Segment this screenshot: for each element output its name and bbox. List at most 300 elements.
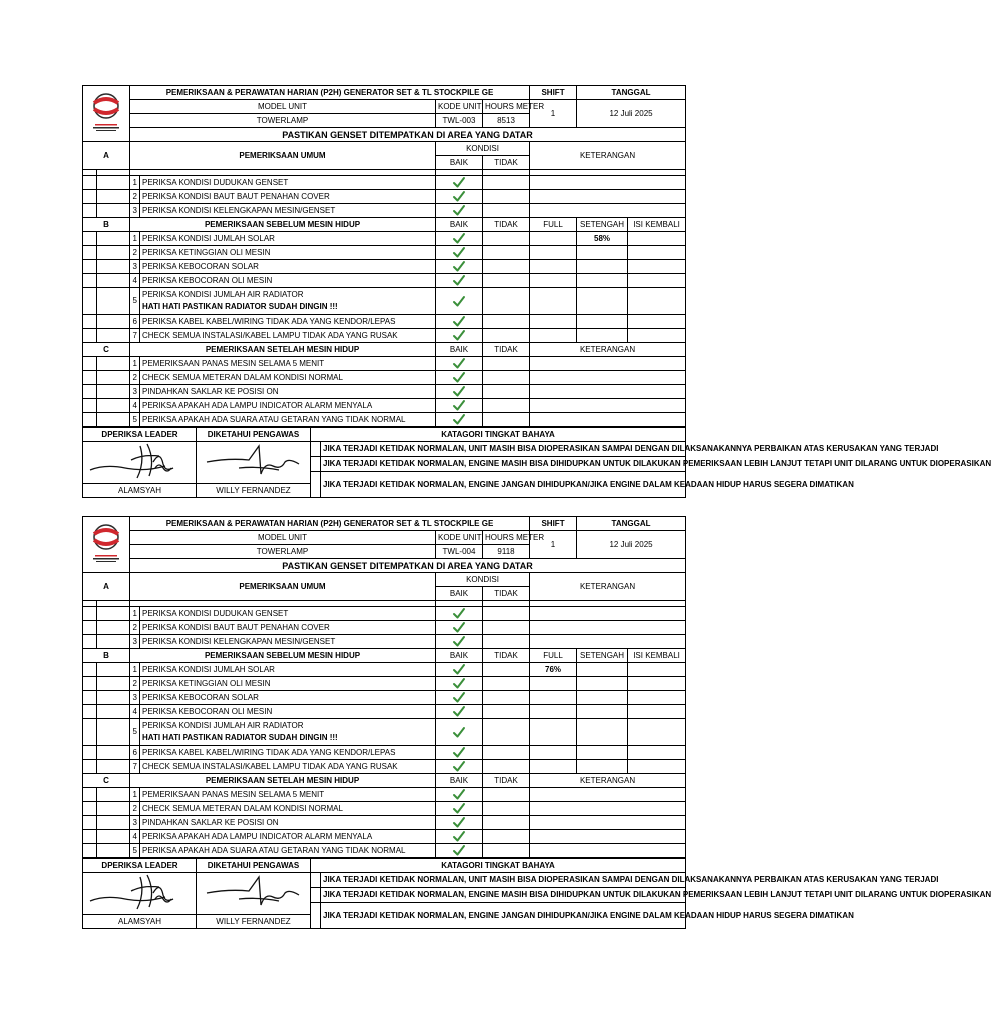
item-text: PERIKSA KONDISI KELENGKAPAN MESIN/GENSET (140, 635, 436, 649)
item-text: PERIKSA APAKAH ADA SUARA ATAU GETARAN YANG TIDAK NORMAL (140, 844, 436, 858)
item-text (140, 315, 436, 329)
check-mark-icon (453, 275, 465, 286)
tidak-cell[interactable] (483, 399, 530, 413)
check-mark-icon (453, 803, 465, 814)
tidak-cell[interactable] (483, 788, 530, 802)
tidak-cell[interactable] (483, 288, 530, 315)
item-text: PINDAHKAN SAKLAR KE POSISI ON (140, 385, 436, 399)
baik-cell[interactable] (436, 788, 483, 802)
isi-kembali-cell[interactable] (628, 677, 686, 691)
full-cell[interactable] (530, 677, 577, 691)
item-text (140, 691, 436, 705)
checklist-row (83, 190, 686, 204)
full-cell[interactable] (530, 691, 577, 705)
check-mark-icon (453, 400, 465, 411)
baik-cell[interactable] (436, 746, 483, 760)
hours-meter-value: 9118 (483, 545, 530, 559)
baik-cell[interactable] (436, 246, 483, 260)
tidak-cell[interactable] (483, 371, 530, 385)
setengah-cell[interactable] (577, 288, 628, 315)
checklist-row (83, 635, 686, 649)
item-warning: HATI HATI PASTIKAN RADIATOR SUDAH DINGIN !!! (142, 302, 338, 311)
item-text: PERIKSA KONDISI BAUT BAUT PENAHAN COVER (140, 621, 436, 635)
baik-cell[interactable] (436, 274, 483, 288)
hours-meter-label: HOURS METER (483, 100, 530, 114)
item-number: 5 (130, 719, 140, 746)
isi-kembali-cell[interactable] (628, 246, 686, 260)
item-text (140, 260, 436, 274)
keterangan-cell[interactable] (530, 607, 686, 621)
tidak-cell[interactable] (483, 719, 530, 746)
baik-cell[interactable] (436, 371, 483, 385)
keterangan-cell[interactable] (530, 385, 686, 399)
item-number: 1 (130, 357, 140, 371)
tidak-cell[interactable] (483, 663, 530, 677)
tidak-cell[interactable] (483, 357, 530, 371)
check-mark-icon (453, 372, 465, 383)
item-number: 2 (130, 371, 140, 385)
tidak-cell[interactable] (483, 802, 530, 816)
item-number: 3 (130, 385, 140, 399)
item-number: 3 (130, 204, 140, 218)
checklist-row (83, 719, 686, 746)
checklist-row (83, 746, 686, 760)
checklist-row (83, 413, 686, 427)
baik-cell[interactable] (436, 844, 483, 858)
full-cell[interactable] (530, 246, 577, 260)
setengah-cell[interactable] (577, 274, 628, 288)
check-mark-icon (453, 664, 465, 675)
keterangan-cell[interactable] (530, 204, 686, 218)
check-mark-icon (453, 261, 465, 272)
item-text: PERIKSA KONDISI BAUT BAUT PENAHAN COVER (140, 190, 436, 204)
checklist-row (83, 204, 686, 218)
check-mark-icon (453, 177, 465, 188)
check-mark-icon (453, 845, 465, 856)
item-text (140, 705, 436, 719)
kondisi-label: KONDISI (436, 573, 530, 587)
isi-kembali-cell[interactable] (628, 260, 686, 274)
hours-meter-label: HOURS METER (483, 531, 530, 545)
full-cell[interactable] (530, 719, 577, 746)
company-logo-icon (87, 522, 125, 564)
baik-cell[interactable] (436, 288, 483, 315)
baik-cell[interactable] (436, 260, 483, 274)
checklist-row (83, 357, 686, 371)
tidak-cell[interactable] (483, 274, 530, 288)
tanggal-label: TANGGAL (577, 517, 686, 531)
item-label: PERIKSA KEBOCORAN SOLAR (142, 692, 259, 702)
full-cell[interactable] (530, 232, 577, 246)
item-number: 1 (130, 788, 140, 802)
footer-table (82, 427, 991, 498)
full-cell[interactable] (530, 274, 577, 288)
baik-cell[interactable] (436, 176, 483, 190)
check-mark-icon (453, 608, 465, 619)
form-title: PEMERIKSAAN & PERAWATAN HARIAN (P2H) GENERATOR SET & TL STOCKPILE GE (130, 517, 530, 531)
checklist-row (83, 385, 686, 399)
baik-cell[interactable] (436, 315, 483, 329)
section-b-letter: B (83, 649, 130, 663)
baik-cell[interactable] (436, 816, 483, 830)
baik-cell[interactable] (436, 607, 483, 621)
item-number: 2 (130, 677, 140, 691)
bahaya-level-2: JIKA TERJADI KETIDAK NORMALAN, ENGINE MASIH BISA DIHIDUPKAN UNTUK DILAKUKAN PEMERIKSAAN LEBIH LANJUT TETAPI UNIT DILARANG UNTUK DIOPERASIKAN (321, 457, 686, 472)
baik-cell[interactable] (436, 802, 483, 816)
isi-kembali-cell[interactable] (628, 329, 686, 343)
keterangan-cell[interactable] (530, 635, 686, 649)
tidak-cell[interactable] (483, 746, 530, 760)
full-cell[interactable] (530, 288, 577, 315)
isi-kembali-cell[interactable] (628, 315, 686, 329)
leader-signature (83, 442, 197, 484)
section-c-title: PEMERIKSAAN SETELAH MESIN HIDUP (130, 774, 436, 788)
check-mark-icon (453, 247, 465, 258)
check-mark-icon (453, 386, 465, 397)
keterangan-label: KETERANGAN (530, 573, 686, 601)
item-text: PERIKSA APAKAH ADA LAMPU INDICATOR ALARM MENYALA (140, 830, 436, 844)
checklist-row (83, 788, 686, 802)
full-cell[interactable] (530, 760, 577, 774)
item-label: PERIKSA KETINGGIAN OLI MESIN (142, 247, 271, 257)
tidak-cell[interactable] (483, 816, 530, 830)
company-logo-icon (87, 91, 125, 133)
item-text (140, 719, 436, 746)
keterangan-label: KETERANGAN (530, 142, 686, 170)
tidak-cell[interactable] (483, 176, 530, 190)
setengah-label: SETENGAH (577, 218, 628, 232)
bahaya-level-3: JIKA TERJADI KETIDAK NORMALAN, ENGINE JANGAN DIHIDUPKAN/JIKA ENGINE DALAM KEADAAN HIDUP HARUS SEGERA DIMATIKAN (321, 472, 686, 498)
checklist-row (83, 760, 686, 774)
model-unit-label: MODEL UNIT (130, 531, 436, 545)
check-mark-icon (453, 296, 465, 307)
baik-cell[interactable] (436, 385, 483, 399)
section-c-title: PEMERIKSAAN SETELAH MESIN HIDUP (130, 343, 436, 357)
keterangan-cell[interactable] (530, 176, 686, 190)
item-text: PEMERIKSAAN PANAS MESIN SELAMA 5 MENIT (140, 788, 436, 802)
setengah-cell[interactable] (577, 746, 628, 760)
setengah-cell[interactable] (577, 705, 628, 719)
leader-label: DPERIKSA LEADER (83, 428, 197, 442)
shift-label: SHIFT (530, 86, 577, 100)
setengah-cell[interactable] (577, 260, 628, 274)
item-label: CHECK SEMUA INSTALASI/KABEL LAMPU TIDAK ADA YANG RUSAK (142, 761, 398, 771)
bahaya-level-1: JIKA TERJADI KETIDAK NORMALAN, UNIT MASIH BISA DIOPERASIKAN SAMPAI DENGAN DILAKSANAKANNYA PERBAIKAN ATAS KERUSAKAN YANG TERJADI (321, 442, 686, 457)
tidak-cell[interactable] (483, 232, 530, 246)
tidak-cell[interactable] (483, 607, 530, 621)
baik-cell[interactable] (436, 204, 483, 218)
signature-icon (199, 442, 309, 480)
bahaya-level-2: JIKA TERJADI KETIDAK NORMALAN, ENGINE MASIH BISA DIHIDUPKAN UNTUK DILAKUKAN PEMERIKSAAN LEBIH LANJUT TETAPI UNIT DILARANG UNTUK DIOPERASIKAN (321, 888, 686, 903)
setengah-cell[interactable] (577, 329, 628, 343)
pengawas-name: WILLY FERNANDEZ (197, 915, 311, 929)
baik-cell[interactable] (436, 830, 483, 844)
tidak-label: TIDAK (483, 774, 530, 788)
keterangan-cell[interactable] (530, 844, 686, 858)
footer-table (82, 858, 991, 929)
baik-cell[interactable] (436, 705, 483, 719)
check-mark-icon (453, 692, 465, 703)
checklist-row (83, 663, 686, 677)
item-number: 5 (130, 844, 140, 858)
checklist-row (83, 260, 686, 274)
item-label: PERIKSA KONDISI JUMLAH AIR RADIATOR (142, 290, 304, 299)
check-mark-icon (453, 316, 465, 327)
tidak-cell[interactable] (483, 204, 530, 218)
item-number: 7 (130, 760, 140, 774)
full-cell[interactable] (530, 746, 577, 760)
baik-cell[interactable] (436, 413, 483, 427)
checklist-row (83, 691, 686, 705)
setengah-cell[interactable]: 58% (577, 232, 628, 246)
item-label: PERIKSA KETINGGIAN OLI MESIN (142, 678, 271, 688)
setengah-cell[interactable] (577, 719, 628, 746)
item-number: 2 (130, 190, 140, 204)
tanggal-label: TANGGAL (577, 86, 686, 100)
setengah-cell[interactable] (577, 677, 628, 691)
check-mark-icon (453, 358, 465, 369)
item-number: 2 (130, 621, 140, 635)
bahaya-label: KATAGORI TINGKAT BAHAYA (311, 428, 686, 442)
pengawas-label: DIKETAHUI PENGAWAS (197, 859, 311, 873)
tidak-label: TIDAK (483, 649, 530, 663)
baik-cell[interactable] (436, 635, 483, 649)
full-cell[interactable] (530, 329, 577, 343)
tidak-label: TIDAK (483, 343, 530, 357)
keterangan-cell[interactable] (530, 190, 686, 204)
tidak-cell[interactable] (483, 691, 530, 705)
section-a-title: PEMERIKSAAN UMUM (130, 573, 436, 601)
keterangan-cell[interactable] (530, 371, 686, 385)
isi-kembali-cell[interactable] (628, 746, 686, 760)
item-number: 2 (130, 246, 140, 260)
tidak-cell[interactable] (483, 621, 530, 635)
item-text: PERIKSA KONDISI DUDUKAN GENSET (140, 176, 436, 190)
hours-meter-value: 8513 (483, 114, 530, 128)
check-mark-icon (453, 727, 465, 738)
checklist-row (83, 329, 686, 343)
baik-cell[interactable] (436, 232, 483, 246)
check-mark-icon (453, 817, 465, 828)
baik-cell[interactable] (436, 677, 483, 691)
item-label: PERIKSA KONDISI JUMLAH AIR RADIATOR (142, 721, 304, 730)
full-cell[interactable] (530, 260, 577, 274)
checklist-row (83, 705, 686, 719)
item-text (140, 329, 436, 343)
keterangan-cell[interactable] (530, 413, 686, 427)
item-label: PERIKSA KABEL KABEL/WIRING TIDAK ADA YANG KENDOR/LEPAS (142, 316, 396, 326)
full-label: FULL (530, 649, 577, 663)
tidak-cell[interactable] (483, 385, 530, 399)
signature-icon (199, 873, 309, 911)
item-text (140, 677, 436, 691)
tidak-cell[interactable] (483, 246, 530, 260)
checklist-row (83, 802, 686, 816)
baik-label: BAIK (436, 774, 483, 788)
item-text: CHECK SEMUA METERAN DALAM KONDISI NORMAL (140, 371, 436, 385)
checklist-row (83, 816, 686, 830)
model-unit-label: MODEL UNIT (130, 100, 436, 114)
full-cell[interactable] (530, 315, 577, 329)
keterangan-cell[interactable] (530, 357, 686, 371)
item-number: 4 (130, 399, 140, 413)
section-a-letter: A (83, 573, 130, 601)
keterangan-cell[interactable] (530, 399, 686, 413)
setengah-cell[interactable] (577, 760, 628, 774)
check-mark-icon (453, 706, 465, 717)
checklist-row (83, 246, 686, 260)
leader-signature (83, 873, 197, 915)
check-mark-icon (453, 789, 465, 800)
isi-kembali-label: ISI KEMBALI (628, 649, 686, 663)
tidak-cell[interactable] (483, 844, 530, 858)
tidak-cell[interactable] (483, 315, 530, 329)
item-text (140, 746, 436, 760)
item-number: 5 (130, 413, 140, 427)
baik-cell[interactable] (436, 691, 483, 705)
signature-icon (85, 442, 197, 480)
kode-unit-value: TWL-003 (436, 114, 483, 128)
item-text (140, 232, 436, 246)
model-unit-value: TOWERLAMP (130, 114, 436, 128)
check-mark-icon (453, 330, 465, 341)
baik-cell[interactable] (436, 329, 483, 343)
kode-unit-label: KODE UNIT (436, 100, 483, 114)
p2h-table (82, 516, 686, 858)
section-a-letter: A (83, 142, 130, 170)
item-text: PERIKSA KONDISI DUDUKAN GENSET (140, 607, 436, 621)
setengah-cell[interactable] (577, 246, 628, 260)
keterangan-cell[interactable] (530, 802, 686, 816)
item-label: PERIKSA KONDISI JUMLAH SOLAR (142, 664, 275, 674)
isi-kembali-cell[interactable] (628, 288, 686, 315)
tidak-label: TIDAK (483, 156, 530, 170)
isi-kembali-cell[interactable] (628, 705, 686, 719)
tidak-cell[interactable] (483, 830, 530, 844)
baik-cell[interactable] (436, 760, 483, 774)
pengawas-name: WILLY FERNANDEZ (197, 484, 311, 498)
shift-value: 1 (530, 100, 577, 128)
item-number: 1 (130, 663, 140, 677)
item-number: 4 (130, 830, 140, 844)
form-title: PEMERIKSAAN & PERAWATAN HARIAN (P2H) GENERATOR SET & TL STOCKPILE GE (130, 86, 530, 100)
isi-kembali-cell[interactable] (628, 274, 686, 288)
item-text: PERIKSA KONDISI KELENGKAPAN MESIN/GENSET (140, 204, 436, 218)
item-number: 6 (130, 746, 140, 760)
shift-value: 1 (530, 531, 577, 559)
checklist-row (83, 288, 686, 315)
checklist-row (83, 274, 686, 288)
baik-label: BAIK (436, 343, 483, 357)
full-cell[interactable]: 76% (530, 663, 577, 677)
bahaya-label: KATAGORI TINGKAT BAHAYA (311, 859, 686, 873)
kode-unit-value: TWL-004 (436, 545, 483, 559)
banner: PASTIKAN GENSET DITEMPATKAN DI AREA YANG DATAR (130, 128, 686, 142)
tidak-cell[interactable] (483, 677, 530, 691)
kode-unit-label: KODE UNIT (436, 531, 483, 545)
keterangan-cell[interactable] (530, 830, 686, 844)
keterangan-cell[interactable] (530, 788, 686, 802)
item-number: 2 (130, 802, 140, 816)
pengawas-label: DIKETAHUI PENGAWAS (197, 428, 311, 442)
isi-kembali-cell[interactable] (628, 691, 686, 705)
item-label: CHECK SEMUA INSTALASI/KABEL LAMPU TIDAK ADA YANG RUSAK (142, 330, 398, 340)
isi-kembali-cell[interactable] (628, 232, 686, 246)
tanggal-value: 12 Juli 2025 (577, 100, 686, 128)
pengawas-signature (197, 873, 311, 915)
check-mark-icon (453, 636, 465, 647)
setengah-cell[interactable] (577, 663, 628, 677)
item-label: PERIKSA KEBOCORAN OLI MESIN (142, 275, 273, 285)
isi-kembali-cell[interactable] (628, 663, 686, 677)
item-label: PERIKSA KEBOCORAN OLI MESIN (142, 706, 273, 716)
baik-label: BAIK (436, 218, 483, 232)
item-label: PERIKSA KONDISI JUMLAH SOLAR (142, 233, 275, 243)
baik-cell[interactable] (436, 357, 483, 371)
item-text (140, 246, 436, 260)
tidak-cell[interactable] (483, 413, 530, 427)
setengah-label: SETENGAH (577, 649, 628, 663)
isi-kembali-cell[interactable] (628, 719, 686, 746)
baik-label: BAIK (436, 156, 483, 170)
leader-name: ALAMSYAH (83, 915, 197, 929)
p2h-table (82, 85, 686, 427)
tidak-cell[interactable] (483, 260, 530, 274)
check-mark-icon (453, 233, 465, 244)
item-number: 1 (130, 232, 140, 246)
item-text: PERIKSA APAKAH ADA SUARA ATAU GETARAN YANG TIDAK NORMAL (140, 413, 436, 427)
p2h-form (82, 516, 991, 929)
tidak-cell[interactable] (483, 190, 530, 204)
tanggal-value: 12 Juli 2025 (577, 531, 686, 559)
kondisi-label: KONDISI (436, 142, 530, 156)
checklist-row (83, 399, 686, 413)
item-text (140, 288, 436, 315)
item-warning: HATI HATI PASTIKAN RADIATOR SUDAH DINGIN !!! (142, 733, 338, 742)
baik-cell[interactable] (436, 663, 483, 677)
check-mark-icon (453, 414, 465, 425)
item-number: 7 (130, 329, 140, 343)
tidak-cell[interactable] (483, 329, 530, 343)
baik-cell[interactable] (436, 190, 483, 204)
item-text: PINDAHKAN SAKLAR KE POSISI ON (140, 816, 436, 830)
baik-cell[interactable] (436, 621, 483, 635)
banner: PASTIKAN GENSET DITEMPATKAN DI AREA YANG DATAR (130, 559, 686, 573)
checklist-row (83, 607, 686, 621)
tidak-cell[interactable] (483, 635, 530, 649)
full-cell[interactable] (530, 705, 577, 719)
isi-kembali-cell[interactable] (628, 760, 686, 774)
tidak-cell[interactable] (483, 705, 530, 719)
leader-name: ALAMSYAH (83, 484, 197, 498)
keterangan-label: KETERANGAN (530, 774, 686, 788)
item-number: 3 (130, 816, 140, 830)
check-mark-icon (453, 831, 465, 842)
item-text: PERIKSA APAKAH ADA LAMPU INDICATOR ALARM MENYALA (140, 399, 436, 413)
baik-cell[interactable] (436, 719, 483, 746)
item-text: CHECK SEMUA METERAN DALAM KONDISI NORMAL (140, 802, 436, 816)
item-number: 1 (130, 176, 140, 190)
tidak-cell[interactable] (483, 760, 530, 774)
baik-cell[interactable] (436, 399, 483, 413)
keterangan-cell[interactable] (530, 816, 686, 830)
keterangan-cell[interactable] (530, 621, 686, 635)
setengah-cell[interactable] (577, 315, 628, 329)
setengah-cell[interactable] (577, 691, 628, 705)
tidak-label: TIDAK (483, 587, 530, 601)
item-number: 5 (130, 288, 140, 315)
leader-label: DPERIKSA LEADER (83, 859, 197, 873)
